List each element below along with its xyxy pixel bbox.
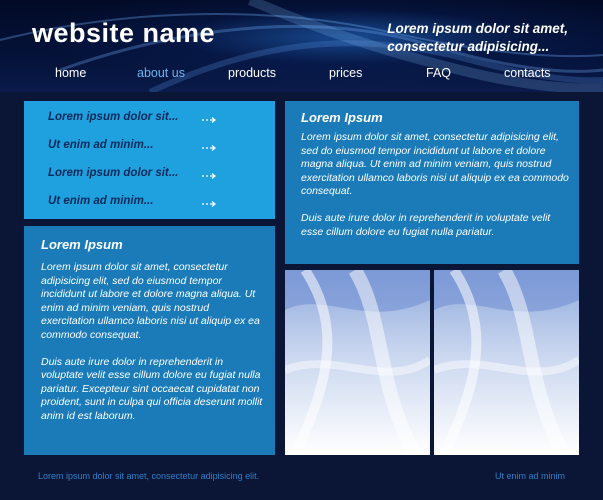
image-placeholder-1 — [285, 270, 430, 455]
nav-products[interactable]: products — [228, 66, 276, 80]
nav-contacts[interactable]: contacts — [504, 66, 551, 80]
left-content-box — [24, 226, 275, 455]
sidebar-link-label: Lorem ipsum dolor sit... — [48, 167, 179, 179]
arrow-right-icon — [201, 172, 217, 180]
sidebar-link-4[interactable] — [48, 195, 248, 213]
image-placeholder-2 — [434, 270, 579, 455]
sidebar-link-label: Lorem ipsum dolor sit... — [48, 111, 179, 123]
tagline-line-1: Lorem ipsum dolor sit amet, — [387, 21, 568, 36]
sidebar-link-1[interactable] — [48, 111, 248, 129]
header — [0, 0, 603, 92]
sidebar-link-label: Ut enim ad minim... — [48, 139, 154, 151]
arrow-right-icon — [201, 144, 217, 152]
right-content-paragraph-2: Duis aute irure dolor in reprehenderit in voluptate velit esse cillum dolore eu fugiat nulla pariatur. — [301, 212, 551, 238]
left-content-paragraph-1: Lorem ipsum dolor sit amet, consectetur adipisicing elit, sed do eiusmod tempor incididunt ut labore et dolore magna aliqua. Ut enim ad minim veniam, quis nostrud exercitation ullamco laboris nisi ut aliquip ex ea commodo consequat. — [41, 261, 260, 341]
main-navigation — [0, 66, 603, 86]
site-title[interactable]: website name — [32, 18, 216, 48]
sidebar-link-menu — [24, 101, 275, 219]
nav-home[interactable]: home — [55, 66, 87, 80]
right-content-text — [301, 131, 569, 253]
tagline-line-2: consectetur adipisicing... — [387, 39, 550, 54]
sidebar-link-3[interactable] — [48, 167, 248, 185]
arrow-right-icon — [201, 116, 217, 124]
sidebar-link-2[interactable] — [48, 139, 248, 157]
nav-prices[interactable]: prices — [329, 66, 363, 80]
right-content-title: Lorem Ipsum — [301, 110, 383, 125]
left-content-text — [41, 261, 263, 437]
arrow-right-icon — [201, 200, 217, 208]
right-content-box — [285, 101, 579, 264]
right-content-paragraph-1: Lorem ipsum dolor sit amet, consectetur adipisicing elit, sed do eiusmod tempor incididunt ut labore et dolore magna aliqua. Ut enim ad minim veniam, quis nostrud exercitation ullamco laboris nisi ut aliquip ex ea commodo consequat. — [301, 131, 569, 197]
header-tagline — [387, 20, 568, 56]
left-content-paragraph-2: Duis aute irure dolor in reprehenderit in voluptate velit esse cillum dolore eu fugiat nulla pariatur. Excepteur sint occaecat cupidatat non proident, sunt in culpa qui officia deserunt mollit anim id est laborum. — [41, 355, 263, 422]
footer-right-link[interactable]: Ut enim ad minim — [494, 471, 565, 481]
footer-left-text: Lorem ipsum dolor sit amet, consectetur adipisicing elit. — [38, 471, 260, 481]
nav-about-us[interactable]: about us — [137, 66, 185, 80]
left-content-title: Lorem Ipsum — [41, 237, 123, 252]
nav-faq[interactable]: FAQ — [426, 66, 452, 80]
sidebar-link-label: Ut enim ad minim... — [48, 195, 154, 207]
